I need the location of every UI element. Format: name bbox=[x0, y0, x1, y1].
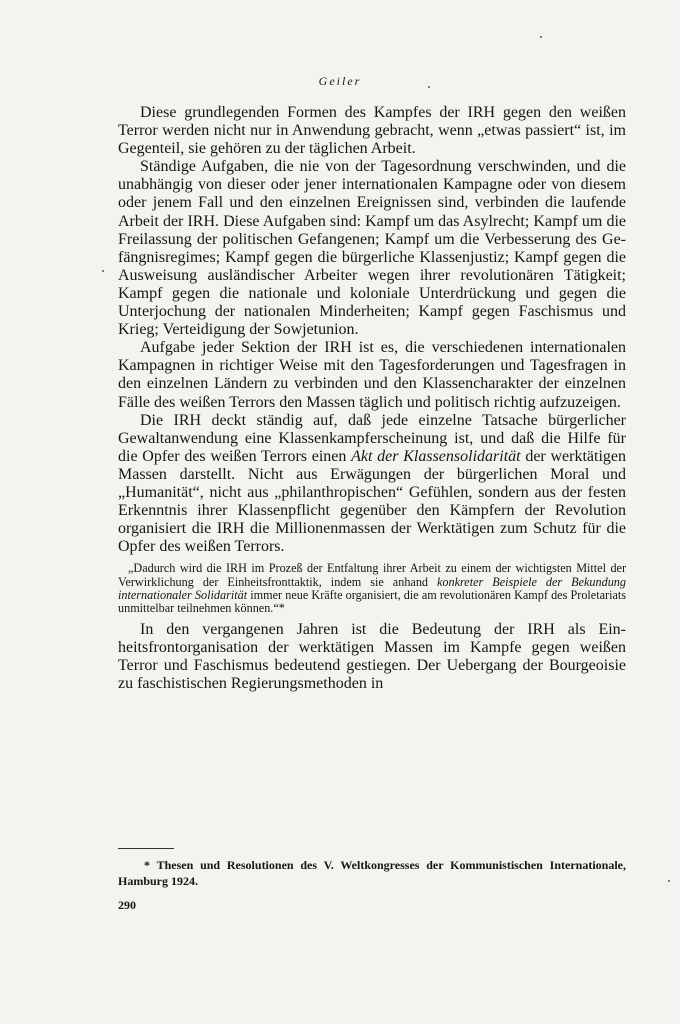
block-quote bbox=[118, 562, 626, 615]
paragraph-2: Ständige Aufgaben, die nie von der Tagesordnung verschwinden, und die unabhängig von dieser oder jener internationalen Kampagne oder von diesem oder jenem Fall und den einzelnen Ereignissen sind, verbinden die laufende Arbeit der IRH. Diese Aufgaben sind: Kampf um das Asylrecht; Kampf um die Freilassung der politischen Gefangenen; Kampf um die Verbesserung des Gefängnisregimes; Kampf gegen die bürgerliche Klassenjustiz; Kampf gegen die Ausweisung ausländischer Arbeiter wegen ihrer revolutionären Tätigkeit; Kampf gegen die nationale und koloniale Unterdrückung und gegen die Unterjochung der nationalen Minderheiten; Kampf gegen Faschismus und Krieg; Verteidigung der Sowjetunion. bbox=[118, 158, 626, 339]
quote-text-a: „Dadurch wird die IRH im Prozeß der Entfaltung ihrer Arbeit zu einem der wichtigsten Mittel der Verwirklichung der Einheitsfronttaktik, indem sie anhand bbox=[118, 561, 626, 589]
paragraph-4 bbox=[118, 412, 626, 557]
footnote: * Thesen und Resolutionen des V. Weltkongresses der Kommunistischen Internationale, Hamburg 1924. bbox=[118, 858, 626, 888]
paragraph-4-text-b: der werktätigen Massen darstellt. Nicht aus Erwägungen der bürgerlichen Moral und „Humanität“, nicht aus „philanthropischen“ Gefühlen, sondern aus der festen Erkenntnis ihrer Klassenpflicht gegenüber den Kämpfern der Revolution organisiert die IRH die Millionenmassen der Werktätigen zum Schutz für die Opfer des weißen Terrors. bbox=[118, 447, 627, 556]
quote-emphasis: konkreter Beispiele der Bekundung internationaler Solidarität bbox=[118, 574, 626, 602]
footnote-rule bbox=[118, 848, 174, 849]
paper-speck bbox=[428, 86, 430, 88]
paragraph-4-text-a: Die IRH deckt ständig auf, daß jede einzelne Tatsache bürgerlicher Gewaltanwendung eine Klassenkampferscheinung ist, und daß die Hilfe für die Opfer des weißen Terrors einen bbox=[118, 411, 626, 465]
body-text bbox=[118, 104, 626, 694]
paragraph-5: In den vergangenen Jahren ist die Bedeutung der IRH als Einheitsfrontorganisation der werktätigen Massen im Kampfe gegen weißen Terror und Faschismus bedeutend gestiegen. Der Uebergang der Bourgeoisie zu faschistischen Regierungsmethoden in bbox=[118, 621, 626, 693]
paper-speck bbox=[102, 270, 104, 272]
paragraph-3: Aufgabe jeder Sektion der IRH ist es, die verschiedenen internationalen Kampagnen in richtiger Weise mit den Tagesforderungen und Tagesfragen in den einzelnen Ländern zu verbinden und den Klassencharakter der einzelnen Fälle des weißen Terrors den Massen täglich und politisch richtig aufzuzeigen. bbox=[118, 339, 626, 411]
paper-speck bbox=[668, 880, 670, 882]
paragraph-1: Diese grundlegenden Formen des Kampfes der IRH gegen den weißen Terror werden nicht nur in Anwendung gebracht, wenn „etwas passiert“ ist, im Gegenteil, sie gehören zu der täglichen Arbeit. bbox=[118, 104, 626, 158]
paper-speck bbox=[540, 36, 542, 38]
page-number: 290 bbox=[118, 898, 136, 912]
quote-text-b: immer neue Kräfte organisiert, die am revolutionären Kampf des Proletariats unmittelbar teilnehmen können.“* bbox=[118, 587, 626, 615]
running-header: Geiler bbox=[318, 74, 362, 88]
paragraph-4-emphasis: Akt der Klassensolidarität bbox=[351, 447, 521, 465]
